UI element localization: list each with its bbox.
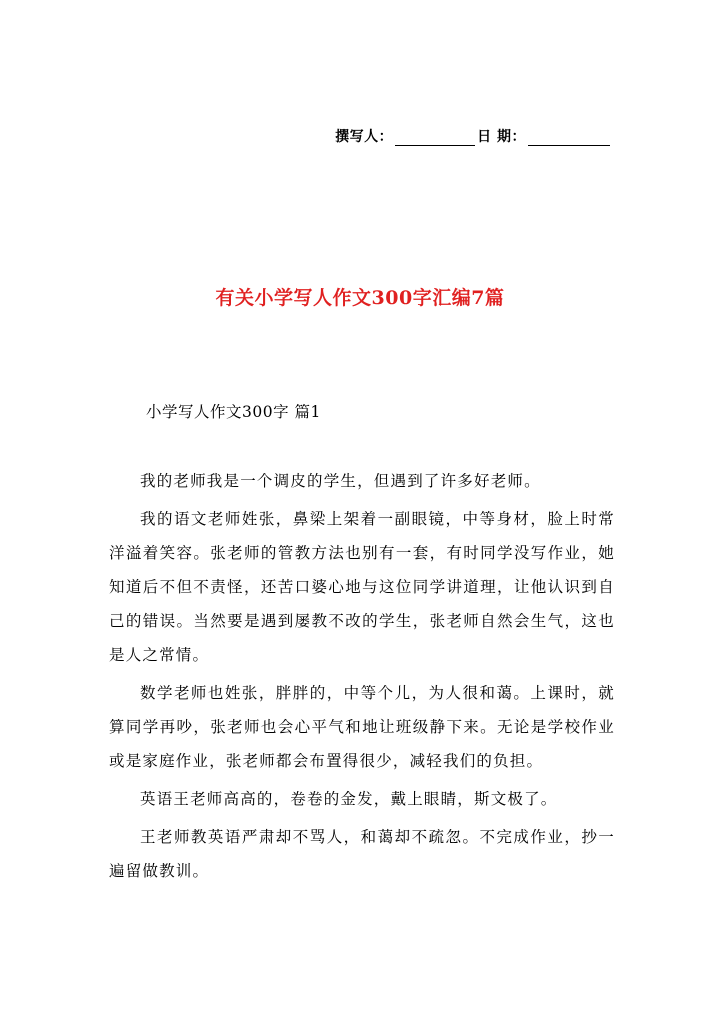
paragraph: 我的语文老师姓张，鼻梁上架着一副眼镜，中等身材，脸上时常洋溢着笑容。张老师的管教方法也别有一套，有时同学没写作业，她知道后不但不责怪，还苦口婆心地与这位同学讲道理，让他认识到自己的错误。当然要是遇到屡教不改的学生，张老师自然会生气，这也是人之常情。 xyxy=(109,510,615,664)
paragraph: 我的老师我是一个调皮的学生，但遇到了许多好老师。 xyxy=(140,472,541,490)
section-subtitle: 小学写人作文300字 篇1 xyxy=(146,403,321,421)
paragraph: 数学老师也姓张，胖胖的，中等个儿，为人很和蔼。上课时，就算同学再吵，张老师也会心平气和地让班级静下来。无论是学校作业或是家庭作业，张老师都会布置得很少，减轻我们的负担。 xyxy=(109,684,615,770)
date-label: 日 期： xyxy=(477,129,526,145)
document-title: 有关小学写人作文300字汇编7篇 xyxy=(215,287,505,309)
body-text xyxy=(109,464,615,892)
author-label: 撰写人： xyxy=(335,129,394,145)
author-blank-line xyxy=(395,131,475,146)
date-blank-line xyxy=(528,131,610,146)
byline xyxy=(335,126,612,146)
paragraph: 英语王老师高高的，卷卷的金发，戴上眼睛，斯文极了。 xyxy=(140,790,558,808)
paragraph: 王老师教英语严肃却不骂人，和蔼却不疏忽。不完成作业，抄一遍留做教训。 xyxy=(109,828,615,880)
